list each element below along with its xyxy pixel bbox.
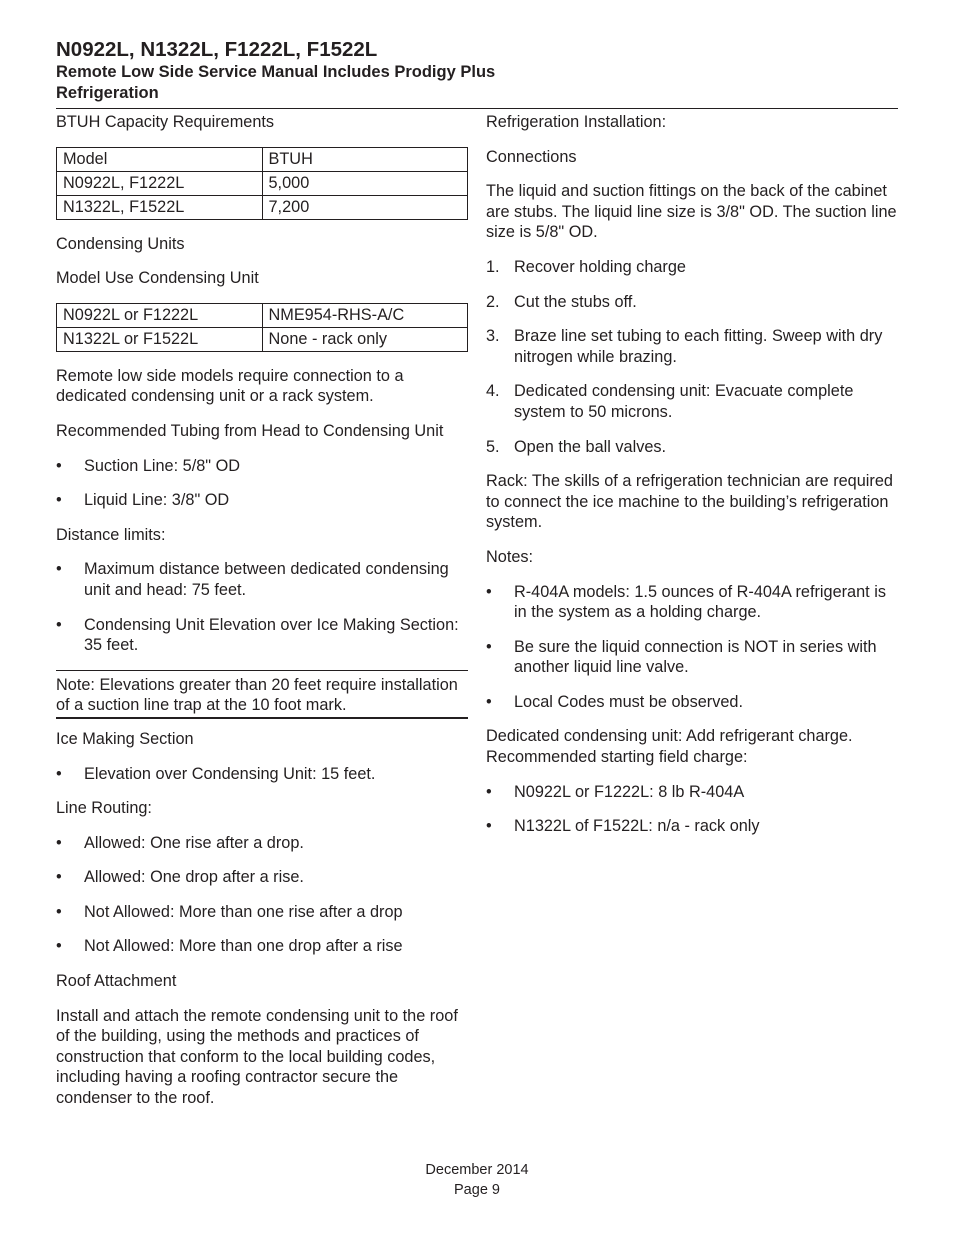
roof-attachment-heading: Roof Attachment [56, 972, 177, 991]
note-text: Note: Elevations greater than 20 feet require installation of a suction line trap at the 10 foot mark. [56, 675, 458, 715]
list-item [56, 764, 468, 785]
footer-date: December 2014 [425, 1162, 529, 1178]
bullet-icon: • [56, 868, 62, 887]
list-item [486, 582, 898, 623]
table-cell: BTUH [262, 147, 468, 171]
table-row [57, 327, 468, 351]
step-number: 4. [486, 382, 500, 401]
charge-list [486, 782, 898, 837]
list-item-text: Elevation over Condensing Unit: 15 feet. [84, 764, 376, 783]
list-item [56, 867, 468, 888]
distance-list [56, 559, 468, 655]
table-row [57, 195, 468, 219]
table-cell: None - rack only [262, 327, 468, 351]
list-item [486, 692, 898, 713]
page-header [56, 38, 898, 104]
list-item-text: Local Codes must be observed. [514, 692, 743, 711]
list-item [56, 456, 468, 477]
list-item [56, 902, 468, 923]
list-item-text: Allowed: One drop after a rise. [84, 868, 304, 887]
section-title: Refrigeration [56, 84, 159, 102]
table-cell: N1322L or F1522L [57, 327, 263, 351]
bullet-icon: • [486, 817, 492, 836]
list-item-text: N0922L or F1222L: 8 lb R-404A [514, 782, 745, 801]
table-cell: N0922L or F1222L [57, 303, 263, 327]
header-rule [56, 108, 898, 109]
list-item [56, 936, 468, 957]
connections-heading: Connections [486, 147, 577, 166]
list-item-text: Condensing Unit Elevation over Ice Making Section: 35 feet. [84, 615, 459, 655]
list-item [56, 615, 468, 656]
distance-heading: Distance limits: [56, 525, 166, 544]
list-item [486, 637, 898, 678]
list-item [56, 833, 468, 854]
bullet-icon: • [56, 615, 62, 634]
list-item-text: Liquid Line: 3/8" OD [84, 491, 230, 510]
bullet-icon: • [486, 582, 492, 601]
document-subtitle: Remote Low Side Service Manual Includes Prodigy Plus [56, 63, 496, 81]
list-item [486, 782, 898, 803]
bullet-icon: • [56, 560, 62, 579]
list-item [486, 816, 898, 837]
bullet-icon: • [486, 637, 492, 656]
list-item-text: Braze line set tubing to each fitting. Sweep with dry nitrogen while brazing. [514, 327, 883, 366]
list-item-text: Not Allowed: More than one rise after a drop [84, 902, 403, 921]
document-title: N0922L, N1322L, F1222L, F1522L [56, 38, 378, 61]
list-item [486, 381, 898, 422]
line-routing-heading: Line Routing: [56, 799, 152, 818]
left-column [56, 112, 468, 1123]
connections-paragraph: The liquid and suction fittings on the back of the cabinet are stubs. The liquid line size is 3/8" OD. The suction line size is 5/8" OD. [486, 182, 897, 242]
step-number: 3. [486, 327, 500, 346]
step-number: 2. [486, 292, 500, 311]
notes-heading: Notes: [486, 547, 534, 566]
list-item [486, 292, 898, 313]
charge-paragraph: Dedicated condensing unit: Add refrigerant charge. Recommended starting field charge: [486, 727, 853, 767]
ice-making-list [56, 764, 468, 785]
ice-making-heading: Ice Making Section [56, 729, 194, 748]
list-item-text: R-404A models: 1.5 ounces of R-404A refrigerant is in the system as a holding charge. [514, 582, 886, 622]
list-item [56, 490, 468, 511]
bullet-icon: • [486, 692, 492, 711]
table-cell: N0922L, F1222L [57, 171, 263, 195]
tubing-heading: Recommended Tubing from Head to Condensing Unit [56, 421, 444, 440]
list-item [486, 326, 898, 367]
list-item [486, 437, 898, 458]
list-item [56, 559, 468, 600]
list-item [486, 257, 898, 278]
bullet-icon: • [56, 902, 62, 921]
condensing-unit-table [56, 303, 468, 352]
condensing-units-heading: Condensing Units [56, 234, 185, 253]
list-item-text: Dedicated condensing unit: Evacuate complete system to 50 microns. [514, 382, 854, 421]
installation-steps [486, 257, 898, 457]
table-cell: Model [57, 147, 263, 171]
installation-heading: Refrigeration Installation: [486, 113, 667, 131]
bullet-icon: • [56, 456, 62, 475]
list-item-text: Allowed: One rise after a drop. [84, 833, 304, 852]
remote-paragraph: Remote low side models require connection to a dedicated condensing unit or a rack system. [56, 366, 404, 406]
table-cell: 7,200 [262, 195, 468, 219]
tubing-list [56, 456, 468, 511]
bullet-icon: • [56, 937, 62, 956]
roof-attachment-paragraph: Install and attach the remote condensing unit to the roof of the building, using the methods and practices of construction that conform to the local building codes, including having a roofing contractor secure the condenser to the roof. [56, 1006, 458, 1108]
list-item-text: Suction Line: 5/8" OD [84, 456, 241, 475]
table-row [57, 147, 468, 171]
table-row [57, 303, 468, 327]
rack-paragraph: Rack: The skills of a refrigeration technician are required to connect the ice machine to the building’s refrigeration system. [486, 472, 893, 532]
table-cell: 5,000 [262, 171, 468, 195]
page-number: Page 9 [454, 1182, 500, 1198]
line-routing-list [56, 833, 468, 957]
page-footer [0, 1160, 954, 1200]
model-use-heading: Model Use Condensing Unit [56, 269, 259, 288]
right-column [486, 112, 898, 851]
step-number: 5. [486, 437, 500, 456]
bullet-icon: • [56, 764, 62, 783]
step-number: 1. [486, 257, 500, 276]
list-item-text: N1322L of F1522L: n/a - rack only [514, 817, 760, 836]
list-item-text: Open the ball valves. [514, 437, 667, 456]
bullet-icon: • [56, 491, 62, 510]
note-box [56, 670, 468, 719]
bullet-icon: • [56, 833, 62, 852]
list-item-text: Recover holding charge [514, 257, 686, 276]
btuh-heading: BTUH Capacity Requirements [56, 113, 275, 131]
list-item-text: Not Allowed: More than one drop after a rise [84, 937, 403, 956]
bullet-icon: • [486, 782, 492, 801]
table-cell: NME954-RHS-A/C [262, 303, 468, 327]
list-item-text: Be sure the liquid connection is NOT in series with another liquid line valve. [514, 637, 877, 677]
btuh-table [56, 147, 468, 220]
table-row [57, 171, 468, 195]
notes-list [486, 582, 898, 713]
table-cell: N1322L, F1522L [57, 195, 263, 219]
list-item-text: Cut the stubs off. [514, 292, 637, 311]
list-item-text: Maximum distance between dedicated condensing unit and head: 75 feet. [84, 560, 449, 599]
